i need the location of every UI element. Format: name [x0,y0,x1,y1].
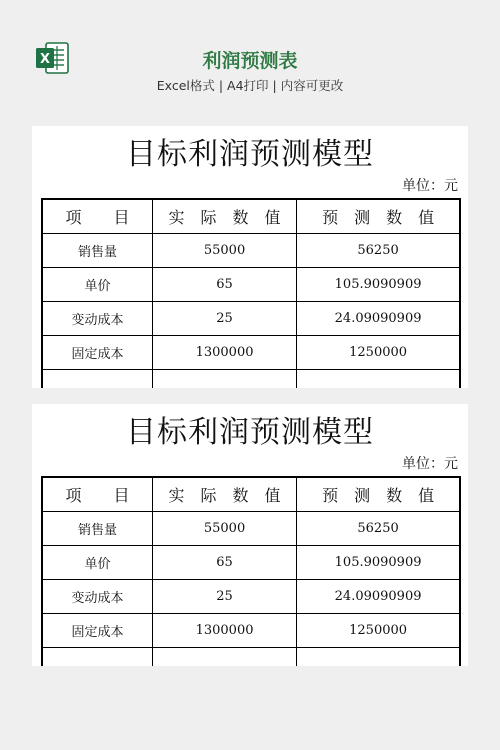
column-header-item: 项 目 [42,199,152,234]
table-row [42,302,460,336]
row-label: 变动成本 [42,580,152,614]
svg-text:X: X [39,52,51,67]
actual-value: 1300000 [152,336,296,370]
row-label: 单价 [42,546,152,580]
table-header-row [42,477,460,512]
table-row-truncated [42,370,460,389]
table-row [42,268,460,302]
page-subtitle: Excel格式 | A4打印 | 内容可更改 [156,78,344,93]
document-title: 目标利润预测模型 [126,137,374,172]
column-header-forecast: 预 测 数 值 [297,199,460,234]
column-header-forecast: 预 测 数 值 [297,477,460,512]
actual-value: 65 [152,546,296,580]
forecast-value: 24.09090909 [297,580,460,614]
forecast-table [41,198,461,388]
actual-value: 25 [152,580,296,614]
row-label: 变动成本 [42,302,152,336]
table-row [42,336,460,370]
table-row [42,546,460,580]
forecast-value: 56250 [297,512,460,546]
document-preview-1 [32,126,468,388]
actual-value: 55000 [152,512,296,546]
forecast-value: 24.09090909 [297,302,460,336]
table-row [42,512,460,546]
row-label: 销售量 [42,234,152,268]
preview-header [0,0,500,118]
forecast-value: 105.9090909 [297,268,460,302]
table-row-truncated [42,648,460,667]
table-header-row [42,199,460,234]
column-header-item: 项 目 [42,477,152,512]
document-preview-2 [32,404,468,666]
actual-value: 1300000 [152,614,296,648]
row-label: 固定成本 [42,614,152,648]
actual-value: 55000 [152,234,296,268]
forecast-value: 1250000 [297,336,460,370]
page-title: 利润预测表 [202,50,298,72]
unit-label: 单位：元 [402,178,458,194]
unit-label: 单位：元 [402,456,458,472]
column-header-actual: 实 际 数 值 [152,199,296,234]
actual-value: 25 [152,302,296,336]
forecast-value: 105.9090909 [297,546,460,580]
forecast-table [41,476,461,666]
table-row [42,580,460,614]
forecast-value: 1250000 [297,614,460,648]
document-title: 目标利润预测模型 [126,415,374,450]
forecast-value: 56250 [297,234,460,268]
row-label: 销售量 [42,512,152,546]
actual-value: 65 [152,268,296,302]
table-row [42,614,460,648]
table-row [42,234,460,268]
column-header-actual: 实 际 数 值 [152,477,296,512]
row-label: 固定成本 [42,336,152,370]
row-label: 单价 [42,268,152,302]
